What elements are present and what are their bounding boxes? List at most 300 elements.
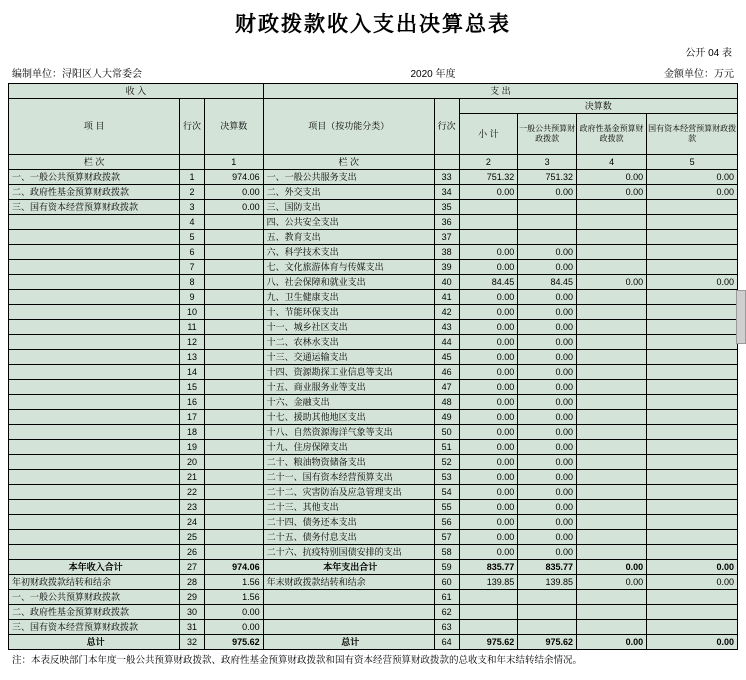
expense-state-capital: 0.00 [647, 560, 738, 575]
income-row-number: 20 [180, 455, 205, 470]
expense-state-capital [647, 425, 738, 440]
expense-subtotal: 0.00 [459, 410, 518, 425]
expense-item-name: 八、社会保障和就业支出 [263, 275, 434, 290]
expense-state-capital [647, 515, 738, 530]
expense-subtotal: 0.00 [459, 470, 518, 485]
expense-general-budget: 0.00 [518, 260, 577, 275]
income-item-name [9, 320, 180, 335]
income-row-number: 11 [180, 320, 205, 335]
expense-gov-fund [577, 200, 647, 215]
income-row-number: 18 [180, 425, 205, 440]
expense-subtotal: 751.32 [459, 170, 518, 185]
expense-subtotal: 0.00 [459, 440, 518, 455]
expense-state-capital [647, 320, 738, 335]
income-final-amount [204, 410, 263, 425]
table-row [9, 590, 738, 605]
expense-state-capital [647, 365, 738, 380]
income-final-amount [204, 485, 263, 500]
income-group-header: 收 入 [9, 84, 264, 99]
expense-gov-fund [577, 320, 647, 335]
income-final-amount: 1.56 [204, 590, 263, 605]
income-final-amount: 975.62 [204, 635, 263, 650]
expense-item-name: 二十、粮油物资储备支出 [263, 455, 434, 470]
expense-item-name: 七、文化旅游体育与传媒支出 [263, 260, 434, 275]
expense-gov-fund [577, 545, 647, 560]
income-item-name: 二、政府性基金预算财政拨款 [9, 185, 180, 200]
expense-item-name: 一、一般公共服务支出 [263, 170, 434, 185]
expense-subtotal [459, 215, 518, 230]
expense-general-budget [518, 620, 577, 635]
expense-item-name: 九、卫生健康支出 [263, 290, 434, 305]
table-row [9, 350, 738, 365]
expense-subtotal: 84.45 [459, 275, 518, 290]
expense-subtotal [459, 605, 518, 620]
expense-gov-fund [577, 335, 647, 350]
expense-state-capital [647, 380, 738, 395]
expense-general-budget: 0.00 [518, 485, 577, 500]
income-row-number: 4 [180, 215, 205, 230]
expense-state-capital [647, 605, 738, 620]
expense-col-3: 3 [518, 155, 577, 170]
table-row [9, 335, 738, 350]
expense-state-capital [647, 395, 738, 410]
expense-general-budget: 0.00 [518, 320, 577, 335]
income-item-name [9, 275, 180, 290]
income-final-amount: 0.00 [204, 200, 263, 215]
income-final-amount [204, 470, 263, 485]
expense-gov-fund [577, 425, 647, 440]
expense-general-budget: 751.32 [518, 170, 577, 185]
table-row [9, 575, 738, 590]
income-row-number: 9 [180, 290, 205, 305]
income-row-number: 28 [180, 575, 205, 590]
income-final-amount: 1.56 [204, 575, 263, 590]
expense-item-name: 二十一、国有资本经营预算支出 [263, 470, 434, 485]
income-item-name: 二、政府性基金预算财政拨款 [9, 605, 180, 620]
expense-general-budget [518, 605, 577, 620]
expense-row-number: 37 [434, 230, 459, 245]
table-row [9, 185, 738, 200]
income-row-number: 3 [180, 200, 205, 215]
expense-state-capital [647, 470, 738, 485]
expense-row-number: 33 [434, 170, 459, 185]
expense-row-number: 62 [434, 605, 459, 620]
expense-gov-fund [577, 215, 647, 230]
expense-item-name [263, 605, 434, 620]
fiscal-allocation-table [8, 83, 738, 650]
expense-row-number: 64 [434, 635, 459, 650]
expense-item-name: 五、教育支出 [263, 230, 434, 245]
expense-general-budget: 0.00 [518, 335, 577, 350]
income-amount-header: 决算数 [204, 99, 263, 155]
expense-item-name: 年末财政拨款结转和结余 [263, 575, 434, 590]
expense-rowno-header: 行次 [434, 99, 459, 155]
table-row [9, 425, 738, 440]
expense-general-budget: 0.00 [518, 350, 577, 365]
expense-general-budget: 0.00 [518, 365, 577, 380]
expense-general-budget: 0.00 [518, 425, 577, 440]
expense-gov-fund: 0.00 [577, 575, 647, 590]
income-final-amount: 0.00 [204, 620, 263, 635]
income-row-number: 14 [180, 365, 205, 380]
income-col-blank [180, 155, 205, 170]
expense-gov-fund [577, 365, 647, 380]
income-row-number: 25 [180, 530, 205, 545]
expense-item-name: 十六、金融支出 [263, 395, 434, 410]
expense-row-number: 41 [434, 290, 459, 305]
expense-state-capital [647, 200, 738, 215]
income-item-name [9, 425, 180, 440]
income-row-number: 23 [180, 500, 205, 515]
expense-subtotal [459, 200, 518, 215]
expense-gov-fund: 0.00 [577, 170, 647, 185]
income-row-number: 26 [180, 545, 205, 560]
income-row-number: 21 [180, 470, 205, 485]
expense-general-budget-header: 一般公共预算财政拨款 [518, 114, 577, 155]
expense-general-budget: 139.85 [518, 575, 577, 590]
expense-state-capital [647, 260, 738, 275]
expense-state-capital [647, 455, 738, 470]
income-final-amount: 0.00 [204, 605, 263, 620]
income-item-name: 三、国有资本经营预算财政拨款 [9, 620, 180, 635]
expense-general-budget [518, 200, 577, 215]
expense-item-name: 二十二、灾害防治及应急管理支出 [263, 485, 434, 500]
table-row [9, 500, 738, 515]
expense-subtotal: 0.00 [459, 350, 518, 365]
expense-state-capital: 0.00 [647, 170, 738, 185]
income-item-name [9, 335, 180, 350]
expense-item-name: 十三、交通运输支出 [263, 350, 434, 365]
expense-gov-fund [577, 455, 647, 470]
income-final-amount [204, 455, 263, 470]
income-final-amount [204, 290, 263, 305]
expense-subtotal [459, 230, 518, 245]
expense-gov-fund [577, 305, 647, 320]
expense-item-name: 二十五、债务付息支出 [263, 530, 434, 545]
expense-general-budget: 0.00 [518, 530, 577, 545]
expense-state-capital [647, 545, 738, 560]
income-row-number: 32 [180, 635, 205, 650]
table-row [9, 230, 738, 245]
expense-general-budget: 0.00 [518, 470, 577, 485]
expense-gov-fund [577, 620, 647, 635]
income-item-name [9, 470, 180, 485]
expense-state-capital [647, 230, 738, 245]
expense-subtotal: 0.00 [459, 305, 518, 320]
income-row-number: 15 [180, 380, 205, 395]
column-header-row-1 [9, 99, 738, 114]
table-row [9, 290, 738, 305]
meta-row [8, 59, 738, 83]
table-row [9, 200, 738, 215]
income-item-name [9, 440, 180, 455]
expense-gov-fund-header: 政府性基金预算财政拨款 [577, 114, 647, 155]
expense-subtotal: 835.77 [459, 560, 518, 575]
expense-item-name [263, 590, 434, 605]
table-note: 注：本表反映部门本年度一般公共预算财政拨款、政府性基金预算财政拨款和国有资本经营预算财政拨款的总收支和年末结转结余情况。 [12, 655, 583, 666]
expense-group-header: 支 出 [263, 84, 737, 99]
income-row-number: 31 [180, 620, 205, 635]
income-row-number: 1 [180, 170, 205, 185]
expense-row-number: 34 [434, 185, 459, 200]
expense-subtotal [459, 620, 518, 635]
expense-general-budget: 0.00 [518, 545, 577, 560]
income-final-amount: 974.06 [204, 170, 263, 185]
expense-general-budget: 0.00 [518, 515, 577, 530]
income-final-amount [204, 395, 263, 410]
expense-row-number: 53 [434, 470, 459, 485]
income-rowno-header: 行次 [180, 99, 205, 155]
expense-subtotal: 0.00 [459, 500, 518, 515]
table-row [9, 245, 738, 260]
income-item-name [9, 245, 180, 260]
expense-state-capital: 0.00 [647, 275, 738, 290]
expense-state-capital [647, 590, 738, 605]
income-item-name [9, 545, 180, 560]
income-item-name: 一、一般公共预算财政拨款 [9, 170, 180, 185]
expense-subtotal: 0.00 [459, 425, 518, 440]
expense-state-capital [647, 305, 738, 320]
expense-item-name: 十九、住房保障支出 [263, 440, 434, 455]
expense-row-number: 60 [434, 575, 459, 590]
expense-item-header: 项目（按功能分类） [263, 99, 434, 155]
table-row [9, 305, 738, 320]
expense-item-name: 十七、援助其他地区支出 [263, 410, 434, 425]
income-final-amount [204, 515, 263, 530]
expense-item-name: 二十四、债务还本支出 [263, 515, 434, 530]
income-final-amount [204, 230, 263, 245]
income-row-number: 30 [180, 605, 205, 620]
expense-row-number: 54 [434, 485, 459, 500]
expense-row-number: 61 [434, 590, 459, 605]
expense-col-4: 4 [577, 155, 647, 170]
expense-subtotal: 0.00 [459, 185, 518, 200]
expense-subtotal: 0.00 [459, 380, 518, 395]
expense-row-number: 45 [434, 350, 459, 365]
expense-subtotal: 0.00 [459, 335, 518, 350]
expense-item-name: 三、国防支出 [263, 200, 434, 215]
expense-subtotal [459, 590, 518, 605]
income-item-name [9, 515, 180, 530]
income-item-name [9, 380, 180, 395]
expense-row-number: 48 [434, 395, 459, 410]
expense-general-budget [518, 215, 577, 230]
table-row [9, 470, 738, 485]
expense-general-budget [518, 230, 577, 245]
expense-gov-fund [577, 605, 647, 620]
expense-state-capital: 0.00 [647, 575, 738, 590]
column-index-row [9, 155, 738, 170]
income-final-amount [204, 350, 263, 365]
income-item-name [9, 260, 180, 275]
expense-gov-fund [577, 500, 647, 515]
expense-row-number: 47 [434, 380, 459, 395]
income-item-name [9, 215, 180, 230]
expense-row-number: 39 [434, 260, 459, 275]
income-item-name: 三、国有资本经营预算财政拨款 [9, 200, 180, 215]
income-final-amount [204, 545, 263, 560]
table-row [9, 275, 738, 290]
expense-item-name: 四、公共安全支出 [263, 215, 434, 230]
expense-col-2: 2 [459, 155, 518, 170]
income-item-name: 一、一般公共预算财政拨款 [9, 590, 180, 605]
expense-state-capital: 0.00 [647, 185, 738, 200]
form-code: 公开 04 表 [685, 48, 732, 59]
scrollbar-thumb[interactable] [736, 290, 746, 344]
expense-amount-header: 决算数 [459, 99, 737, 114]
expense-item-name: 本年支出合计 [263, 560, 434, 575]
income-item-name: 年初财政拨款结转和结余 [9, 575, 180, 590]
expense-subtotal: 0.00 [459, 455, 518, 470]
income-item-name [9, 350, 180, 365]
expense-item-name: 十五、商业服务业等支出 [263, 380, 434, 395]
expense-general-budget: 0.00 [518, 380, 577, 395]
income-final-amount [204, 365, 263, 380]
expense-item-name: 总计 [263, 635, 434, 650]
table-row [9, 320, 738, 335]
expense-gov-fund [577, 485, 647, 500]
expense-row-number: 52 [434, 455, 459, 470]
income-row-number: 10 [180, 305, 205, 320]
income-final-amount [204, 530, 263, 545]
table-row [9, 410, 738, 425]
expense-item-name: 二十六、抗疫特别国债安排的支出 [263, 545, 434, 560]
expense-gov-fund: 0.00 [577, 275, 647, 290]
table-row [9, 440, 738, 455]
table-row [9, 260, 738, 275]
expense-row-number: 35 [434, 200, 459, 215]
expense-item-name: 十八、自然资源海洋气象等支出 [263, 425, 434, 440]
expense-item-name: 二十三、其他支出 [263, 500, 434, 515]
expense-state-capital [647, 215, 738, 230]
income-row-number: 2 [180, 185, 205, 200]
income-col-label: 栏 次 [9, 155, 180, 170]
table-row [9, 605, 738, 620]
expense-general-budget: 0.00 [518, 290, 577, 305]
income-item-name [9, 410, 180, 425]
expense-state-capital [647, 335, 738, 350]
income-final-amount: 0.00 [204, 185, 263, 200]
expense-row-number: 38 [434, 245, 459, 260]
income-final-amount [204, 260, 263, 275]
group-header-row [9, 84, 738, 99]
table-row [9, 545, 738, 560]
income-final-amount [204, 500, 263, 515]
expense-row-number: 55 [434, 500, 459, 515]
expense-gov-fund [577, 380, 647, 395]
expense-row-number: 58 [434, 545, 459, 560]
income-item-name [9, 230, 180, 245]
expense-gov-fund [577, 470, 647, 485]
expense-subtotal: 0.00 [459, 545, 518, 560]
expense-gov-fund: 0.00 [577, 185, 647, 200]
expense-row-number: 49 [434, 410, 459, 425]
expense-gov-fund: 0.00 [577, 560, 647, 575]
expense-subtotal: 0.00 [459, 485, 518, 500]
table-row [9, 560, 738, 575]
income-item-name [9, 530, 180, 545]
expense-state-capital [647, 290, 738, 305]
amount-unit: 金额单位：万元 [664, 69, 734, 80]
fiscal-year: 2020 年度 [410, 69, 456, 80]
expense-subtotal: 975.62 [459, 635, 518, 650]
income-final-amount: 974.06 [204, 560, 263, 575]
income-row-number: 12 [180, 335, 205, 350]
income-final-amount [204, 275, 263, 290]
income-item-name: 总计 [9, 635, 180, 650]
expense-subtotal: 0.00 [459, 290, 518, 305]
expense-state-capital [647, 350, 738, 365]
expense-subtotal: 0.00 [459, 245, 518, 260]
income-col-1: 1 [204, 155, 263, 170]
expense-item-name: 十、节能环保支出 [263, 305, 434, 320]
income-item-name [9, 305, 180, 320]
expense-general-budget: 0.00 [518, 305, 577, 320]
income-item-name [9, 290, 180, 305]
expense-item-name: 十二、农林水支出 [263, 335, 434, 350]
table-row [9, 530, 738, 545]
income-row-number: 22 [180, 485, 205, 500]
income-final-amount [204, 215, 263, 230]
page-title: 财政拨款收入支出决算总表 [235, 12, 511, 36]
expense-subtotal: 0.00 [459, 530, 518, 545]
table-row [9, 515, 738, 530]
expense-general-budget: 0.00 [518, 185, 577, 200]
expense-gov-fund [577, 245, 647, 260]
expense-general-budget: 0.00 [518, 395, 577, 410]
expense-subtotal: 0.00 [459, 515, 518, 530]
income-final-amount [204, 440, 263, 455]
expense-subtotal: 0.00 [459, 260, 518, 275]
expense-general-budget: 975.62 [518, 635, 577, 650]
income-row-number: 17 [180, 410, 205, 425]
expense-subtotal: 139.85 [459, 575, 518, 590]
expense-subtotal: 0.00 [459, 320, 518, 335]
income-row-number: 16 [180, 395, 205, 410]
income-row-number: 5 [180, 230, 205, 245]
expense-gov-fund [577, 290, 647, 305]
income-item-name: 本年收入合计 [9, 560, 180, 575]
expense-state-capital [647, 500, 738, 515]
table-row [9, 380, 738, 395]
table-row [9, 215, 738, 230]
income-item-name [9, 455, 180, 470]
income-final-amount [204, 305, 263, 320]
expense-gov-fund [577, 530, 647, 545]
income-final-amount [204, 335, 263, 350]
expense-item-name: 十四、资源勘探工业信息等支出 [263, 365, 434, 380]
income-row-number: 13 [180, 350, 205, 365]
table-row [9, 455, 738, 470]
income-final-amount [204, 320, 263, 335]
expense-state-capital: 0.00 [647, 635, 738, 650]
expense-col-5: 5 [647, 155, 738, 170]
expense-col-label: 栏 次 [263, 155, 434, 170]
expense-state-capital [647, 485, 738, 500]
expense-state-capital [647, 245, 738, 260]
income-row-number: 7 [180, 260, 205, 275]
table-row [9, 620, 738, 635]
expense-subtotal: 0.00 [459, 365, 518, 380]
income-row-number: 8 [180, 275, 205, 290]
expense-state-capital [647, 530, 738, 545]
expense-item-name [263, 620, 434, 635]
income-final-amount [204, 245, 263, 260]
expense-general-budget: 0.00 [518, 500, 577, 515]
expense-row-number: 57 [434, 530, 459, 545]
income-item-name [9, 365, 180, 380]
expense-col-blank [434, 155, 459, 170]
